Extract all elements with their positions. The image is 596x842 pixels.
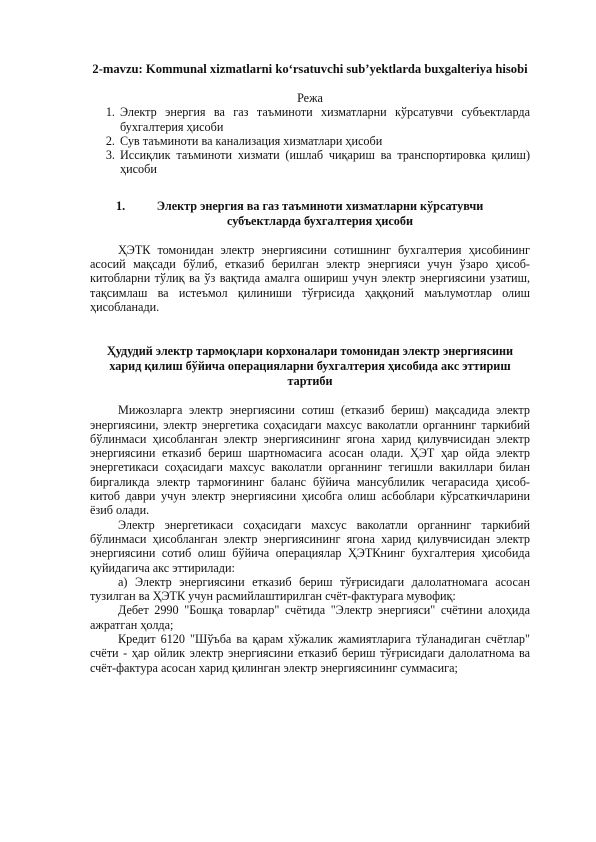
subsection-heading: Ҳудудий электр тармоқлари корхоналари томонидан электр энергиясини харид қилиш бўйича операцияларни бухгалтерия ҳисобида акс эттириш тартиби [106,344,514,389]
section-heading-text: Электр энергия ва газ таъминоти хизматларни кўрсатувчи субъектларда бухгалтерия ҳисоби [156,198,484,228]
plan-item: 3. Иссиқлик таъминоти хизмати (ишлаб чиқариш ва транспортировка қилиш) ҳисоби [118,148,530,177]
plan-item: 1. Электр энергия ва газ таъминоти хизматларни кўрсатувчи субъектларда бухгалтерия ҳисоби [118,105,530,134]
body-paragraph: Дебет 2990 "Бошқа товарлар" счётида "Электр энергияси" счётини алоҳида ажратган ҳолда; [90,603,530,632]
intro-paragraph: ҲЭТК томонидан электр энергиясини сотишнинг бухгалтерия ҳисобининг асосий мақсади бўлиб, етказиб берилган электр энергияси учун ўзаро ҳисоб-китобларни тўлиқ ва ўз вақтида амалга ошириш учун электр энергиясини узатиш, тақсимлаш ва истеъмол қилиниши тўғрисида ҳаққоний маълумотлар олиш ҳисобланади. [90,242,530,314]
document-page [90,62,530,675]
body-paragraph: а) Электр энергиясини етказиб бериш тўғрисидаги далолатномага асосан тузилган ва ҲЭТК учун расмийлаштирилган счёт-фактурага мувофиқ: [90,574,530,604]
body-paragraph: Электр энергетикаси соҳасидаги махсус ваколатли органнинг таркибий бўлинмаси ҳисобланган электр энергиясининг ягона харид қилувчисидан электр энергиясини сотиб олиш бўйича операциялар ҲЭТКнинг бухгалтерия ҳисобида қуйидагича акс эттирилади: [90,517,530,575]
section-heading [90,199,530,229]
document-title: 2-mavzu: Kommunal xizmatlarni ko‘rsatuvchi sub’yektlarda buxgalteriya hisobi [92,62,528,76]
body-paragraph: Мижозларга электр энергиясини сотиш (етказиб бериш) мақсадида электр энергиясини, электр энергетика соҳасидаги махсус ваколатли органнинг таркибий бўлинмаси ҳисобланган электр энергиясининг ягона харид қилувчисидан электр энергиясини етказиб бериш шартномасига асосан олади. ҲЭТ ҳар ойда электр энергетикаси соҳасидаги махсус ваколатли органнинг тегишли вакиллари билан биргаликда электр тармоғининг баланс бўйича мансублилик чегарасида ҳисоб-китоб даври учун электр энергиясини ҳисобга олиш асбоблари кўрсаткичларини ёзиб олади. [90,403,530,518]
section-number: 1. [116,198,126,213]
plan-item: 2. Сув таъминоти ва канализация хизматлари ҳисоби [118,134,530,148]
plan-list [90,105,530,176]
body-paragraph: Кредит 6120 "Шўъба ва қарам хўжалик жамиятларига тўланадиган счётлар" счёти - ҳар ойлик электр энергиясини етказиб бериш тўғрисидаги далолатнома ва счёт-фактура асосан харид қилинган электр энергиясининг суммасига; [90,632,530,675]
plan-heading: Режа [297,91,323,105]
